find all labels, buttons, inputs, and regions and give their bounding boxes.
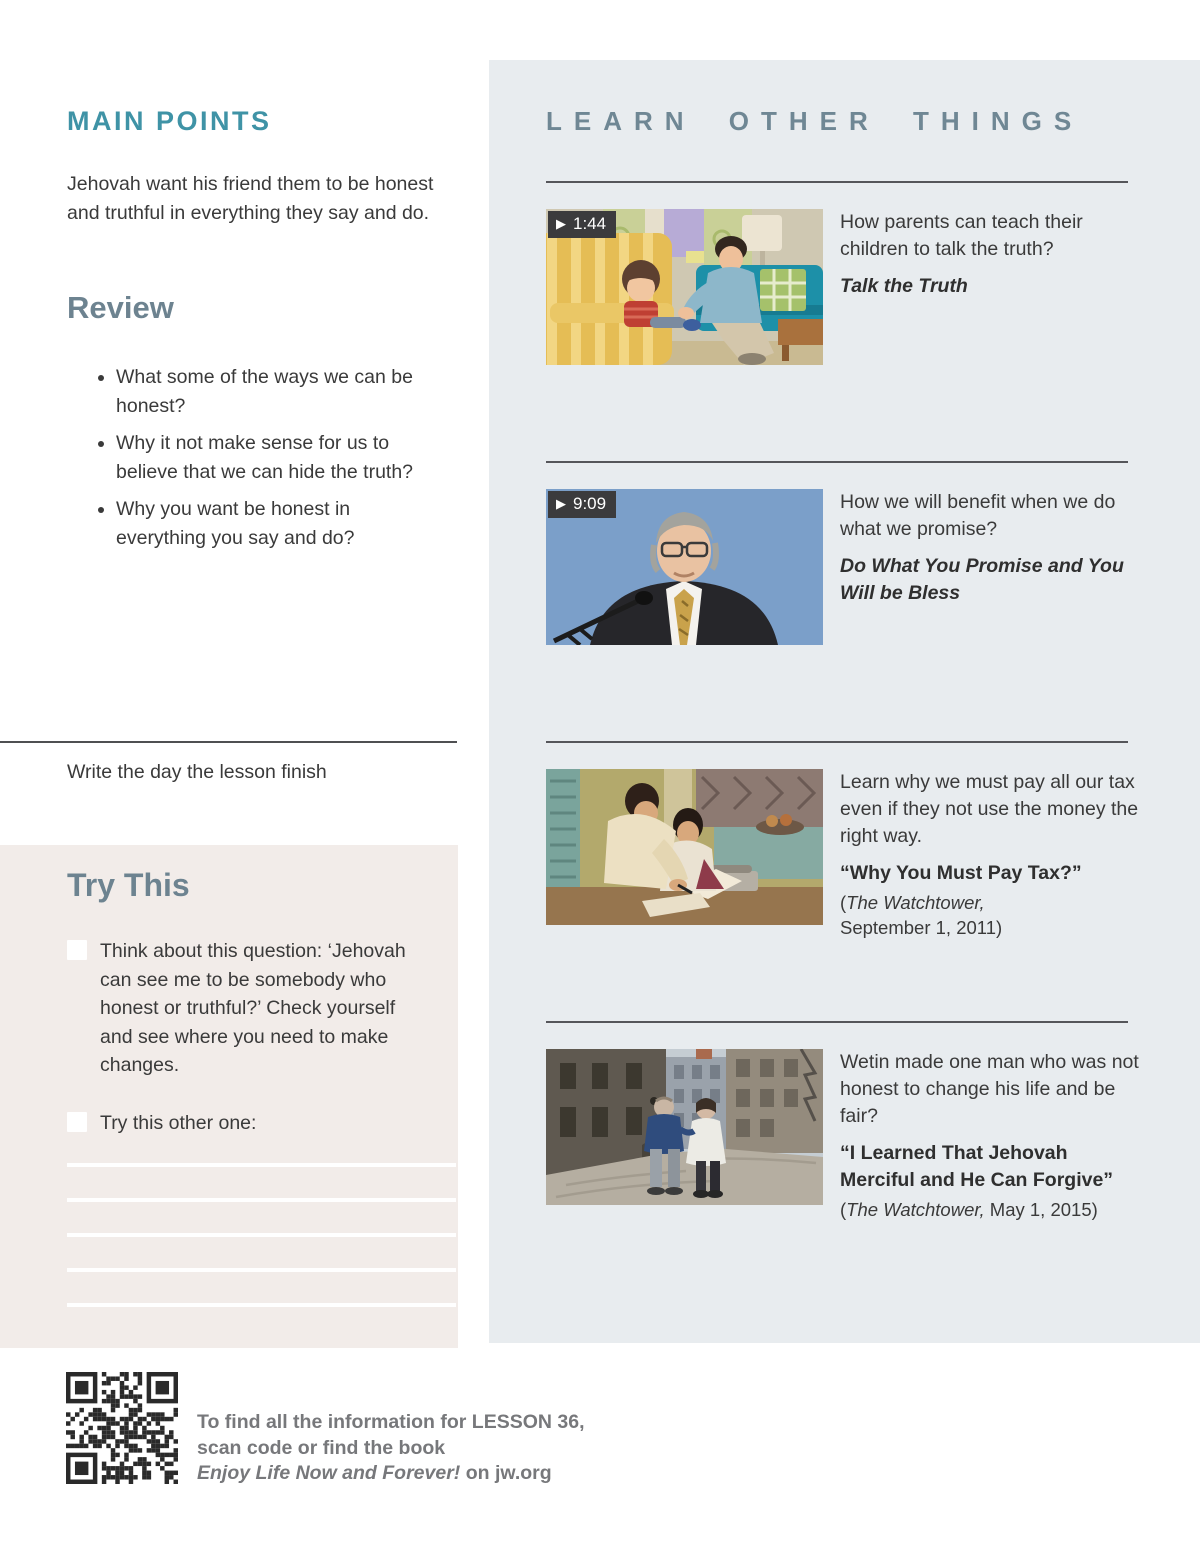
write-line xyxy=(67,1233,456,1237)
item-source xyxy=(840,1197,1140,1222)
review-heading: Review xyxy=(67,290,174,325)
left-divider xyxy=(0,741,457,743)
source-date: May 1, 2015) xyxy=(989,1199,1098,1220)
row-divider xyxy=(546,461,1128,463)
source-paren: ( xyxy=(840,892,847,913)
play-icon: ▶ xyxy=(556,496,566,511)
footer-book-title: Enjoy Life Now and Forever! xyxy=(197,1462,461,1484)
try-this-item xyxy=(67,1109,432,1138)
duration-text: 9:09 xyxy=(573,494,607,513)
source-publication: The Watchtower, xyxy=(846,892,985,913)
item-source xyxy=(840,890,1140,940)
write-line xyxy=(67,1303,456,1307)
couple-walking-street-icon xyxy=(546,1049,823,1205)
checkbox-label: Think about this question: ‘Jehovah can see me to be somebody who honest or truthful?’ Check yourself and see where you need to make changes. xyxy=(100,940,406,1076)
review-list xyxy=(92,363,426,561)
review-item: • What some of the ways we can be honest? xyxy=(116,363,426,420)
review-item: • Why it not make sense for us to believe that we can hide the truth? xyxy=(116,429,426,486)
source-publication: The Watchtower, xyxy=(846,1199,985,1220)
item-title[interactable]: “Why You Must Pay Tax?” xyxy=(840,862,1082,884)
qr-code xyxy=(66,1372,178,1484)
item-title[interactable]: Do What You Promise and You Will be Bless xyxy=(840,555,1124,604)
write-day-note: Write the day the lesson finish xyxy=(67,761,327,783)
learn-heading: LEARN OTHER THINGS xyxy=(546,106,1084,136)
item-text xyxy=(840,489,1140,607)
write-line xyxy=(67,1198,456,1202)
duration-badge xyxy=(548,211,616,238)
item-question: Wetin made one man who was not honest to change his life and be fair? xyxy=(840,1051,1139,1127)
row-divider xyxy=(546,181,1128,183)
article-thumbnail-pay-tax[interactable] xyxy=(546,769,823,925)
item-question: Learn why we must pay all our tax even if they not use the money the right way. xyxy=(840,771,1139,847)
item-question: How parents can teach their children to talk the truth? xyxy=(840,211,1083,260)
play-icon: ▶ xyxy=(556,216,566,231)
checkbox[interactable] xyxy=(67,1112,87,1132)
checkbox-label: Try this other one: xyxy=(100,1112,257,1134)
footer-line1: To find all the information for LESSON 36, xyxy=(197,1411,585,1433)
video-thumbnail-do-what-you-promise[interactable] xyxy=(546,489,823,645)
review-item: • Why you want be honest in everything you say and do? xyxy=(116,495,426,552)
main-points-text: Jehovah want his friend them to be honest and truthful in everything they say and do. xyxy=(67,173,434,224)
try-this-item xyxy=(67,937,432,1080)
footer-note xyxy=(197,1410,597,1487)
checkbox[interactable] xyxy=(67,940,87,960)
source-date: September 1, 2011) xyxy=(840,917,1003,938)
main-points-heading: MAIN POINTS xyxy=(67,106,272,136)
footer-line3-rest: on jw.org xyxy=(460,1462,552,1484)
item-title[interactable]: “I Learned That Jehovah Merciful and He Can Forgive” xyxy=(840,1142,1114,1191)
row-divider xyxy=(546,1021,1128,1023)
video-thumbnail-talk-the-truth[interactable] xyxy=(546,209,823,365)
try-this-heading: Try This xyxy=(67,867,190,903)
duration-text: 1:44 xyxy=(573,214,607,233)
try-this-panel xyxy=(0,845,458,1348)
couple-at-desk-icon xyxy=(546,769,823,925)
item-title[interactable]: Talk the Truth xyxy=(840,275,968,297)
source-paren: ( xyxy=(840,1199,847,1220)
item-text xyxy=(840,1049,1140,1222)
row-divider xyxy=(546,741,1128,743)
item-text xyxy=(840,209,1140,300)
write-line xyxy=(67,1163,456,1167)
write-line xyxy=(67,1268,456,1272)
article-thumbnail-jehovah-merciful[interactable] xyxy=(546,1049,823,1205)
learn-other-things-panel xyxy=(489,60,1200,1343)
footer-line2: scan code or find the book xyxy=(197,1436,446,1459)
item-text xyxy=(840,769,1140,940)
item-question: How we will benefit when we do what we promise? xyxy=(840,491,1116,540)
duration-badge xyxy=(548,491,616,518)
